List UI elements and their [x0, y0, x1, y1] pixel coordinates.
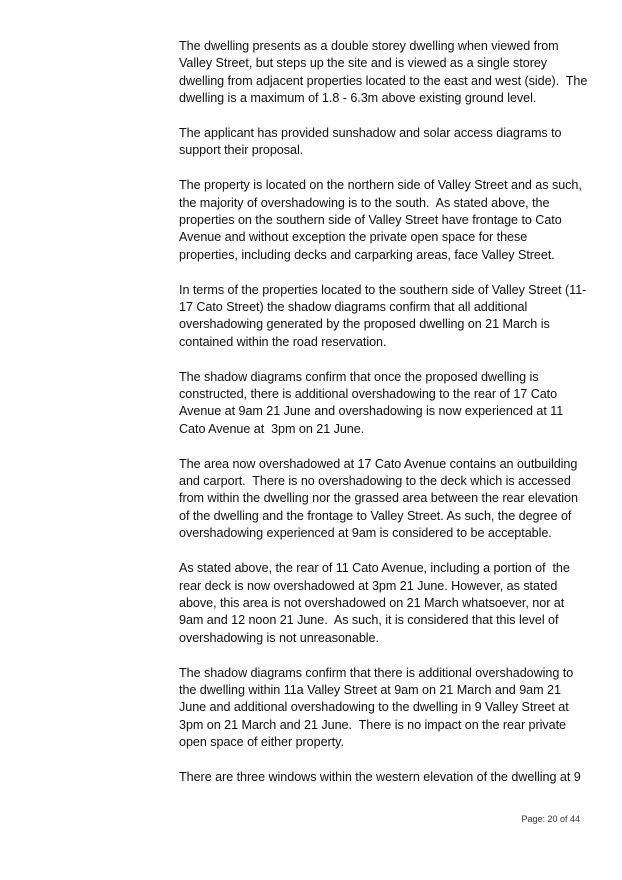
text-line: The applicant has provided sunshadow and solar access diagrams to: [179, 126, 562, 141]
page-number: Page: 20 of 44: [521, 814, 580, 824]
text-line: The area now overshadowed at 17 Cato Avenue contains an outbuilding: [179, 456, 578, 471]
text-line: dwelling from adjacent properties located to the east and west (side). The: [179, 73, 588, 88]
text-line: support their proposal.: [179, 143, 304, 158]
text-line: The shadow diagrams confirm that there is additional overshadowing to: [179, 665, 574, 680]
text-line: of the dwelling and the frontage to Valley Street. As such, the degree of: [179, 508, 572, 523]
text-line: Cato Avenue at 3pm on 21 June.: [179, 421, 365, 436]
text-line: open space of either property.: [179, 735, 344, 750]
text-line: the majority of overshadowing is to the south. As stated above, the: [179, 195, 550, 210]
text-line: There are three windows within the western elevation of the dwelling at 9: [179, 769, 581, 784]
text-line: the dwelling within 11a Valley Street at 9am on 21 March and 9am 21: [179, 682, 561, 697]
text-line: As stated above, the rear of 11 Cato Avenue, including a portion of the: [179, 561, 570, 576]
text-line: overshadowing experienced at 9am is considered to be acceptable.: [179, 526, 552, 541]
paragraph-june-overshadowing: [179, 369, 589, 439]
text-line: June and additional overshadowing to the dwelling in 9 Valley Street at: [179, 700, 569, 715]
text-line: from within the dwelling nor the grassed area between the rear elevation: [179, 491, 578, 506]
paragraph-western-windows: [179, 769, 589, 786]
text-line: Valley Street, but steps up the site and is viewed as a single storey: [179, 56, 548, 71]
paragraph-11-cato-avenue: [179, 560, 589, 647]
text-line: and carport. There is no overshadowing to the deck which is accessed: [179, 474, 571, 489]
text-line: The shadow diagrams confirm that once the proposed dwelling is: [179, 369, 539, 384]
text-line: The property is located on the northern side of Valley Street and as such,: [179, 178, 582, 193]
text-line: Avenue and without exception the private open space for these: [179, 230, 528, 245]
text-line: The dwelling presents as a double storey dwelling when viewed from: [179, 39, 559, 53]
paragraph-cato-street-march: [179, 282, 589, 352]
paragraph-valley-street-dwellings: [179, 665, 589, 752]
text-line: dwelling is a maximum of 1.8 - 6.3m above existing ground level.: [179, 91, 537, 106]
text-line: above, this area is not overshadowed on 21 March whatsoever, nor at: [179, 595, 565, 610]
paragraph-sunshadow-diagrams: [179, 125, 589, 160]
text-line: properties, including decks and carparking areas, face Valley Street.: [179, 247, 555, 262]
text-line: 9am and 12 noon 21 June. As such, it is considered that this level of: [179, 613, 559, 628]
text-line: constructed, there is additional overshadowing to the rear of 17 Cato: [179, 387, 558, 402]
text-line: 3pm on 21 March and 21 June. There is no impact on the rear private: [179, 717, 566, 732]
text-line: rear deck is now overshadowed at 3pm 21 June. However, as stated: [179, 578, 558, 593]
text-line: contained within the road reservation.: [179, 334, 387, 349]
text-line: overshadowing is not unreasonable.: [179, 630, 379, 645]
text-line: In terms of the properties located to the southern side of Valley Street (11-: [179, 282, 587, 297]
paragraph-dwelling-description: [179, 38, 589, 108]
paragraph-property-location: [179, 177, 589, 264]
body-text: [179, 38, 589, 804]
text-line: properties on the southern side of Valley Street have frontage to Cato: [179, 213, 562, 228]
text-line: 17 Cato Street) the shadow diagrams confirm that all additional: [179, 300, 528, 315]
text-line: Avenue at 9am 21 June and overshadowing is now experienced at 11: [179, 404, 564, 419]
paragraph-17-cato-avenue: [179, 456, 589, 543]
text-line: overshadowing generated by the proposed dwelling on 21 March is: [179, 317, 550, 332]
